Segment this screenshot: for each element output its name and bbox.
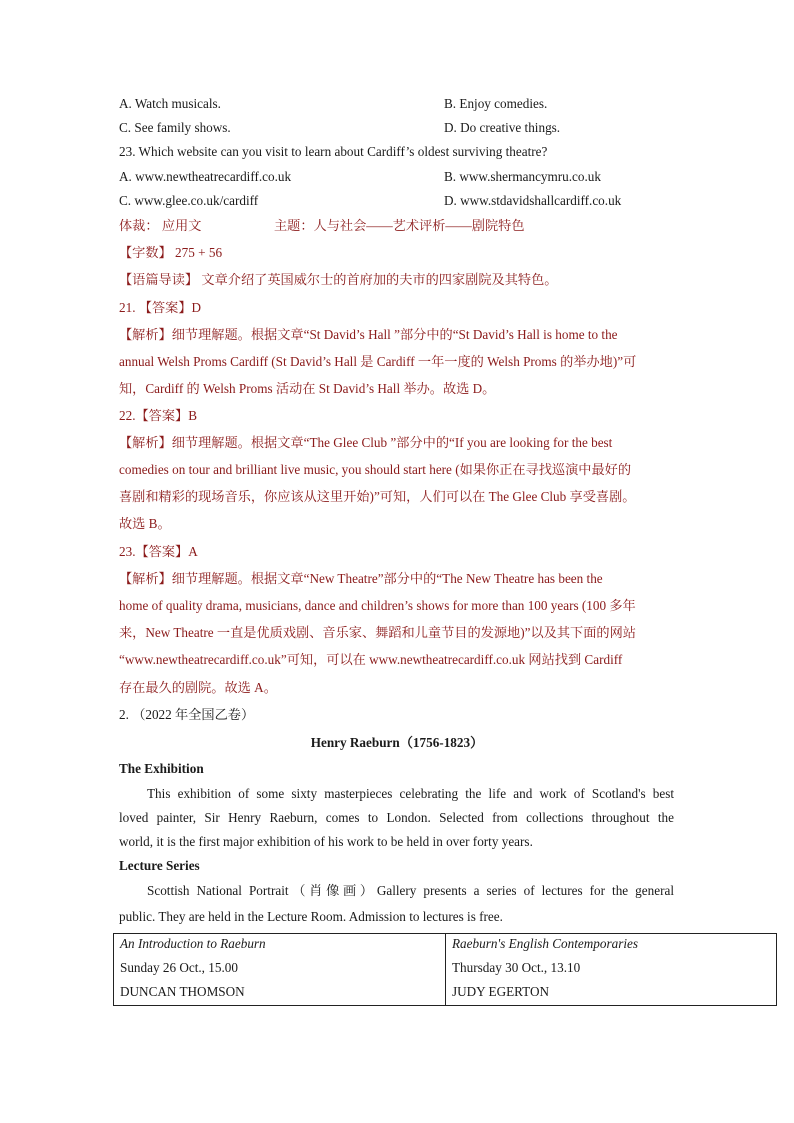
answer-23-heading: 23.【答案】A <box>119 544 198 559</box>
passage-2-number: 2. （2022 年全国乙卷） <box>119 707 255 722</box>
passage-guide-text: 文章介绍了英国威尔士的首府加的夫市的四家剧院及其特色。 <box>198 272 558 287</box>
lecture-1-title: An Introduction to Raeburn <box>120 936 266 951</box>
option-23-c: C. www.glee.co.uk/cardiff <box>119 193 259 208</box>
answer-22-line-1: 【解析】细节理解题。根据文章“The Glee Club ”部分中的“If you are looking for the best <box>119 435 613 450</box>
answer-23-line-4: “www.newtheatrecardiff.co.uk”可知，可以在 www.newtheatrecardiff.co.uk 网站找到 Cardiff <box>119 652 623 667</box>
lecture-1-time: Sunday 26 Oct., 15.00 <box>120 960 238 975</box>
answer-23-line-5: 存在最久的剧院。故选 A。 <box>119 680 277 695</box>
exhibition-line-1: This exhibition of some sixty masterpieces celebrating the life and work of Scotland's best <box>147 786 674 801</box>
exhibition-line-2: loved painter, Sir Henry Raeburn, comes to London. Selected from collections throughout the <box>119 810 674 825</box>
lecture-1-speaker: DUNCAN THOMSON <box>120 984 245 999</box>
lecture-series-heading: Lecture Series <box>119 858 200 873</box>
option-23-d: D. www.stdavidshallcardiff.co.uk <box>444 193 622 208</box>
option-23-a: A. www.newtheatrecardiff.co.uk <box>119 169 292 184</box>
option-22-a: A. Watch musicals. <box>119 96 221 111</box>
answer-21-line-3: 知，Cardiff 的 Welsh Proms 活动在 St David’s Hall 举办。故选 D。 <box>119 381 496 396</box>
option-22-b: B. Enjoy comedies. <box>444 96 548 111</box>
question-23: 23. Which website can you visit to learn about Cardiff’s oldest surviving theatre? <box>119 144 548 159</box>
exhibition-heading: The Exhibition <box>119 761 204 776</box>
passage-guide <box>119 271 557 289</box>
answer-21-heading: 21. 【答案】D <box>119 300 202 315</box>
lecture-2-speaker: JUDY EGERTON <box>452 984 550 999</box>
lecture-2-title: Raeburn's English Contemporaries <box>452 936 638 951</box>
answer-22-line-3: 喜剧和精彩的现场音乐，你应该从这里开始)”可知，人们可以在 The Glee Club 享受喜剧。 <box>119 489 636 504</box>
answer-22-heading: 22.【答案】B <box>119 408 198 423</box>
answer-22-line-2: comedies on tour and brilliant live music, you should start here (如果你正在寻找巡演中最好的 <box>119 462 632 477</box>
answer-21-line-1: 【解析】细节理解题。根据文章“St David’s Hall ”部分中的“St David’s Hall is home to the <box>119 327 618 342</box>
word-count-value: 275 + 56 <box>171 245 223 260</box>
option-22-d: D. Do creative things. <box>444 120 561 135</box>
lecture-2-time: Thursday 30 Oct., 13.10 <box>452 960 581 975</box>
answer-23-line-2: home of quality drama, musicians, dance and children’s shows for more than 100 years (100 多年 <box>119 598 636 613</box>
answer-23-line-1: 【解析】细节理解题。根据文章“New Theatre”部分中的“The New Theatre has been the <box>119 571 603 586</box>
table-divider <box>445 934 446 1005</box>
genre-label: 体裁： 应用文 <box>119 218 202 233</box>
lecture-line-2: public. They are held in the Lecture Room. Admission to lectures is free. <box>119 909 503 924</box>
answer-23-line-3: 来，New Theatre 一直是优质戏剧、音乐家、舞蹈和儿童节目的发源地)”以及其下面的网站 <box>119 625 636 640</box>
exhibition-line-3: world, it is the first major exhibition of his work to be held in over forty years. <box>119 834 533 849</box>
lecture-table <box>113 933 777 1006</box>
lecture-line-1: Scottish National Portrait（肖像画）Gallery presents a series of lectures for the general <box>147 883 674 898</box>
option-22-c: C. See family shows. <box>119 120 231 135</box>
passage-2-title: Henry Raeburn（1756-1823） <box>310 735 484 750</box>
theme-label: 主题：人与社会——艺术评析——剧院特色 <box>274 218 525 233</box>
answer-21-line-2: annual Welsh Proms Cardiff (St David’s Hall 是 Cardiff 一年一度的 Welsh Proms 的举办地)”可 <box>119 354 637 369</box>
answer-22-line-4: 故选 B。 <box>119 516 171 531</box>
word-count <box>119 244 222 262</box>
passage-guide-label: 【语篇导读】 <box>119 272 199 287</box>
word-count-label: 【字数】 <box>119 245 172 260</box>
option-23-b: B. www.shermancymru.co.uk <box>444 169 601 184</box>
